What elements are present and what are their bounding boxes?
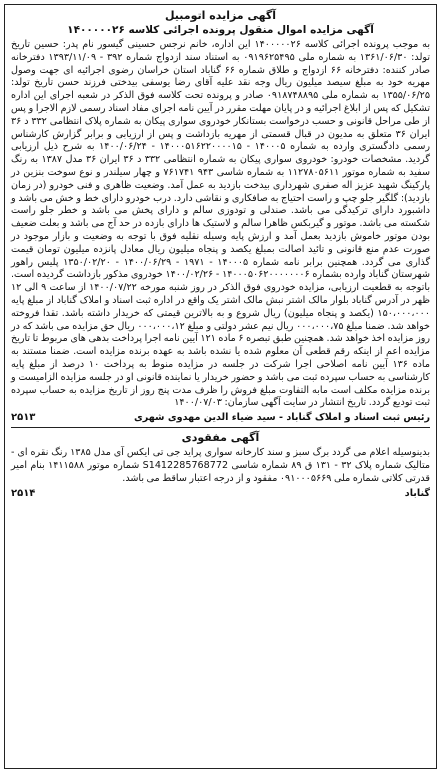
auction-notice-title: آگهی مزایده اتومبیل — [164, 9, 277, 22]
auction-notice-footer — [11, 411, 430, 424]
auction-notice-subtitle: آگهی مزایده اموال منقول پرونده اجرائی کلاسه ۱۴۰۰۰۰۰۲۶ — [67, 24, 374, 36]
newspaper-notices-page — [4, 4, 437, 769]
lost-document-notice — [11, 428, 430, 499]
lost-notice-title: آگهی مفقودی — [181, 431, 260, 445]
lost-notice-code: ۲۵۱۴ — [11, 487, 36, 499]
lost-notice-location: گناباد — [404, 487, 430, 499]
auction-notice-body: به موجب پرونده اجرائی کلاسه ۱۴۰۰۰۰۰۲۶ این اداره، خانم نرجس حسینی گیسور نام پدر: حسین تاریخ تولد: ۱۳۶۱/۰۶/۳۰ به شماره ملی ۰۹۱۹۶۲۵۴۹۵ به استناد سند ازدواج شماره ۳۹۲ - ۱۳۹۳/۱۱/۰۹ دفترخانه صادر کننده: دفترخانه ۶۶ ازدواج و طلاق شماره ۶۶ گناباد استان خراسان رضوی اجرائیه ای جهت وصول مهریه خود به مبلغ سیصد میلیون ریال وجه نقد علیه آقای رضا یوسفی بیدختی فرزند حسن تاریخ تولد: ۱۳۵۵/۰۶/۲۵ به شماره ملی ۰۹۱۸۷۴۸۸۹۵ صادر و پرونده تحت کلاسه فوق الذکر در شعبه اجرای این اداره تشکیل که پس از ابلاغ اجرائیه و در پایان مهلت مقرر در آیین نامه اجرای مفاد اسناد رسمی لازم الاجرا و پس از طی مراحل قانونی و حسب درخواست بستانکار خودروی سواری پیکان به شماره پلاک انتظامی ۳۳۲ د ۳۶ ایران ۳۶ متعلق به مدیون در قبال قسمتی از مهریه بازداشت و پس از ارزیابی و برابر گزارش کارشناس رسمی دادگستری وارده به شماره ۱۴۰۰۰۵ - ۱۴۰۰۰۵۱۶۲۲۰۰۰۰۱۵ - ۱۴۰۰/۰۶/۲۴ به شرح ذیل ارزیابی گردید. مشخصات خودرو: خودروی سواری پیکان به شماره انتظامی ۳۳۲ د ۳۶ ایران ۳۶ مدل ۱۳۸۷ به رنگ سفید به شماره موتور ۱۱۲۷۸۰۵۶۱۱ به شماره شاسی ۹۴۳ ۷۶۱۷۴۱ و چهار سیلندر و نوع سوخت بنزین در پارکینگ شهید عزیز اله صفری شهرداری بیدخت بازدید به عمل آمد. وضعیت ظاهری و فنی خودرو (در زمان بازدید): گلگیر جلو چپ و راست احتیاج به صافکاری و نقاشی دارد. درب خودرو دارای خط و خش می باشد و داشبورد دارای ترکیدگی می باشد. صندلی و تودوزی سالم و دارای پخش می باشد و خطر جلو راست شکسته می باشد. موتور و گیربکس ظاهرا سالم و لاستیک ها دارای بازده در حد آج می باشد و بعلت ضعیف بودن موتور خاموش بازدید بعمل آمد و ارزش پایه وسیله نقلیه فوق با توجه به وضعیت و بازار موجود در صورت عدم منع قانونی و تائید اصالت بمبلغ یکصد و پنجاه میلیون ریال معادل پانزده میلیون تومان قیمت گذاری می گردد. همچنین برابر نامه شماره ۱۴۰۰۰۵ - ۱۹۷۱ - ۱۴۰۰/۰۶/۲۹ - ۱۳۵۰/۰۲/۲۰ پلیس راهور شهرستان گناباد وارده بشماره ۱۴۰۰۰۵۰۶۲۰۰۰۰۰۰۰۶ - ۱۴۰۰/۰۲/۲۶ خودروی مذکور بازداشت گردیده است. باتوجه به قطعیت ارزیابی، مزایده خودروی فوق الذکر در روز شنبه مورخه ۱۴۰۰/۰۷/۲۲ از ساعت ۹ الی ۱۲ ظهر در آدرس گناباد بلوار مالک اشتر نبش مالک اشتر یک واقع در اداره ثبت اسناد و املاک گناباد از مبلغ پایه ۱۵۰،۰۰۰،۰۰۰ (یکصد و پنجاه میلیون) ریال شروع و به بالاترین قیمتی که خریدار داشته باشد. تقدا فروخته خواهد شد. ضمنا مبلغ ۰۰۰،۰۰۰،۷۵ ریال نیم عشر دولتی و مبلغ ۰۰۰،۰۰۰،۱۲ ریال حق مزایده می باشد که در روز مزایده اخذ خواهد شد. همچنین طبق تبصره ۶ ماده ۱۲۱ آیین نامه اجرا پرداخت بدهی های مربوط تا تاریخ مزایده اعم از اینکه رقم قطعی آن معلوم شده یا نشده باشد به عهده برنده مزایده است. ضمنا مستند به ماده ۱۳۶ آیین نامه اصلاحی اجرا شرکت در جلسه در مزایده منوط به پرداخت ۱۰ درصد از مبلغ پایه کارشناسی به حساب سپرده ثبت می باشد و حضور خریدار یا نماینده قانونی او در جلسه مزایده الزامیست و برنده مزایده مکلف است مابه التفاوت مبلغ فروش را ظرف مدت پنج روز از تاریخ مزایده به حساب سپرده ثبت تودیع گردد. تاریخ انتشار در سایت آگهی سازمان: ۱۴۰۰/۰۷/۰۳ — [11, 39, 431, 409]
auction-notice-signature: رئیس ثبت اسناد و املاک گناباد - سید ضیاء الدین مهدوی شهری — [133, 412, 430, 424]
lost-notice-footer — [11, 487, 430, 500]
auction-notice — [11, 9, 430, 428]
auction-notice-code: ۲۵۱۳ — [11, 412, 36, 424]
lost-notice-body: بدینوسیله اعلام می گردد برگ سبز و سند کارخانه سواری پراید جی تی ایکس آی مدل ۱۳۸۵ رنگ نقره ای - متالیک شماره پلاک ۳۲ - ۱۳۱ ق ۸۹ شماره شاسی S1412285768772 شماره موتور ۱۴۱۱۵۸۸ بنام امیر قدرتی کلاتی شماره ملی ۰۹۱۰۰۰۵۶۶۹ مفقود و از درجه اعتبار ساقط می باشد. — [11, 447, 430, 484]
